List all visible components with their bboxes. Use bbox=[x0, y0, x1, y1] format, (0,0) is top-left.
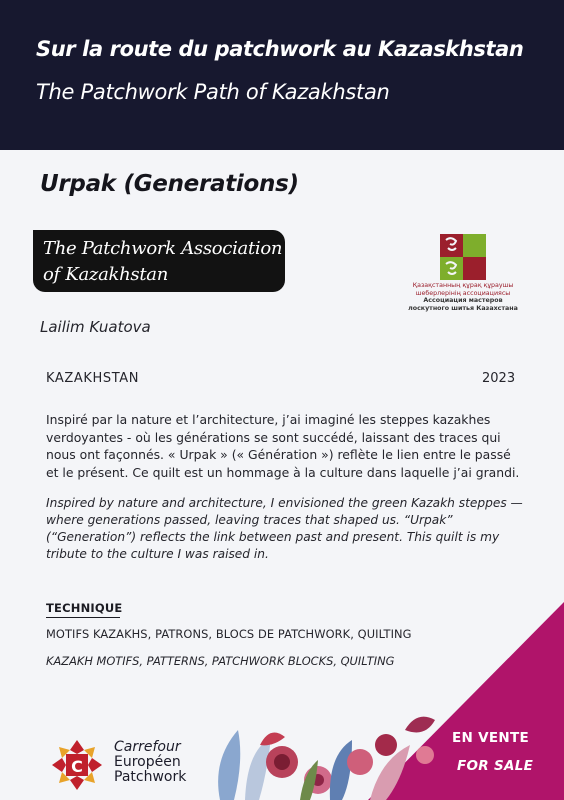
country: KAZAKHSTAN bbox=[46, 371, 140, 386]
year: 2023 bbox=[482, 371, 516, 386]
technique-heading: TECHNIQUE bbox=[46, 601, 123, 615]
carrefour-patchwork-logo-icon bbox=[52, 740, 102, 790]
floral-illustration bbox=[190, 700, 450, 800]
technique-fr: MOTIFS KAZAKHS, PATRONS, BLOCS DE PATCHWORK, QUILTING bbox=[46, 627, 412, 641]
logo-caption-ru-1: Ассоциация мастеров bbox=[423, 297, 503, 304]
footer-logo-line1: Carrefour bbox=[114, 739, 181, 755]
logo-caption-ru-2: лоскутного шитья Казахстана bbox=[408, 305, 518, 312]
logo-letter: C bbox=[71, 757, 83, 776]
artist-name: Lailim Kuatova bbox=[40, 318, 151, 336]
for-sale-en: FOR SALE bbox=[457, 758, 534, 774]
logo-caption-kz-2: шеберлерінің ассоциациясы bbox=[415, 290, 511, 297]
footer-logo-line3: Patchwork bbox=[114, 769, 187, 785]
for-sale-fr: EN VENTE bbox=[452, 730, 530, 746]
association-name-line1: The Patchwork Association bbox=[43, 238, 283, 259]
exhibition-title-en: The Patchwork Path of Kazakhstan bbox=[36, 80, 390, 104]
description-en: Inspired by nature and architecture, I envisioned the green Kazakh steppes — where generations passed, leaving traces that shaped us. “Urpak” (“Generation”) reflects the link between past and present. This quilt is my tribute to the culture I was raised in. bbox=[46, 496, 523, 561]
association-name-line2: of Kazakhstan bbox=[43, 264, 169, 285]
description-fr: Inspiré par la nature et l’architecture, j’ai imaginé les steppes kazakhes verdoyantes - où les générations se sont succédé, laissant des traces qui nous ont façonnés. « Urpak » (« Génération ») reflète le lien entre le passé et le présent. Ce quilt est un hommage à la culture dans laquelle j’ai grandi. bbox=[46, 412, 520, 480]
logo-caption-kz-1: Қазақстанның құрақ құраушы bbox=[412, 282, 514, 289]
exhibition-title-fr: Sur la route du patchwork au Kazaskhstan bbox=[36, 37, 524, 61]
footer-logo-line2: Européen bbox=[114, 754, 181, 770]
technique-en: KAZAKH MOTIFS, PATTERNS, PATCHWORK BLOCKS, QUILTING bbox=[46, 654, 395, 668]
work-title: Urpak (Generations) bbox=[40, 171, 299, 197]
